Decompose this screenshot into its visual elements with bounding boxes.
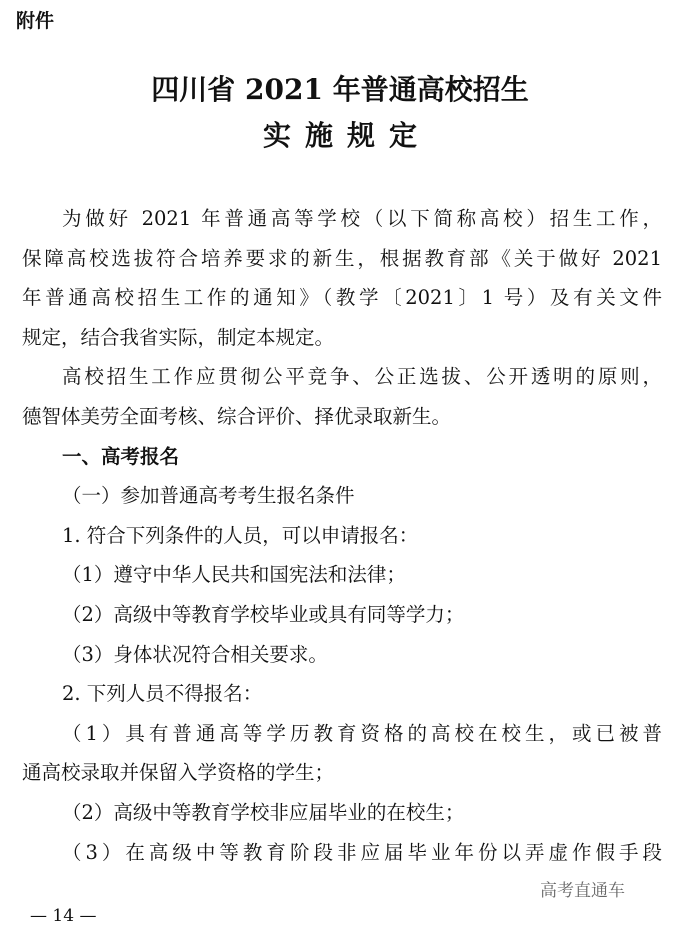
attachment-label: 附件: [16, 10, 55, 32]
list-item: （2）高级中等教育学校非应届毕业的在校生；: [62, 800, 465, 824]
paragraph-line: 年普通高校招生工作的通知》（教学〔2021〕1 号）及有关文件: [22, 286, 662, 310]
watermark: 高考直通车: [540, 881, 625, 901]
document-body: [22, 199, 662, 872]
page-number: — 14 —: [30, 906, 97, 926]
paragraph-line: 为做好 2021 年普通高等学校（以下简称高校）招生工作，: [62, 207, 662, 230]
document-title: 四川省 2021 年普通高校招生: [151, 73, 529, 106]
document-subtitle: 实施规定: [262, 119, 431, 152]
paragraph-line: 2. 下列人员不得报名：: [62, 682, 263, 706]
list-item: （3）身体状况符合相关要求。: [62, 642, 328, 666]
list-item-continuation: 通高校录取并保留入学资格的学生；: [22, 761, 335, 785]
list-item: （2）高级中等教育学校毕业或具有同等学力；: [62, 602, 465, 626]
list-item: （3）在高级中等教育阶段非应届毕业年份以弄虚作假手段: [62, 840, 662, 864]
paragraph-line: 德智体美劳全面考核、综合评价、择优录取新生。: [22, 404, 452, 428]
list-item: （1）遵守中华人民共和国宪法和法律；: [62, 563, 406, 587]
paragraph-line: 高校招生工作应贯彻公平竞争、公正选拔、公开透明的原则，: [62, 365, 662, 389]
subsection-heading: （一）参加普通高考考生报名条件: [62, 484, 355, 508]
section-heading: 一、高考报名: [62, 444, 180, 468]
list-item: （1）具有普通高等学历教育资格的高校在校生，或已被普: [62, 721, 662, 745]
paragraph-line: 保障高校选拔符合培养要求的新生，根据教育部《关于做好 2021: [22, 246, 662, 270]
paragraph-line: 规定，结合我省实际，制定本规定。: [22, 325, 335, 349]
paragraph-line: 1. 符合下列条件的人员，可以申请报名：: [62, 523, 419, 547]
